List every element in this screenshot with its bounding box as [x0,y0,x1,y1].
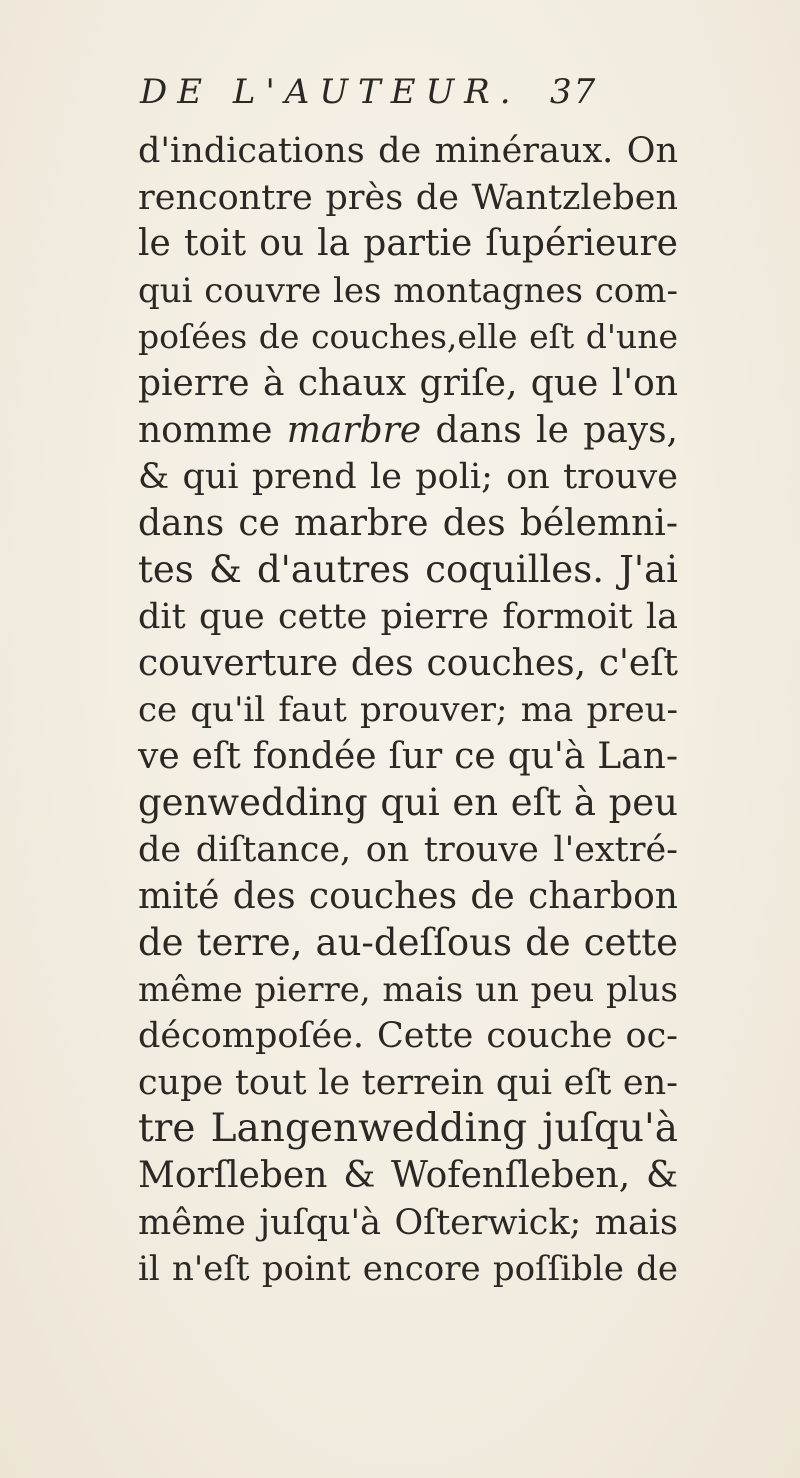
text-line: de terre, au-deſſous de cette [138,921,678,965]
text-line: qui couvre les montagnes com- [138,270,678,311]
text-line: tre Langenwedding juſqu'à [138,1106,678,1152]
text-line: Morſleben & Wofenſleben, & [138,1155,678,1197]
running-head [140,72,660,122]
text-line: rencontre près de Wantzleben [138,177,678,218]
text-line: de diſtance, on trouve l'extré- [138,829,678,870]
text-line: même juſqu'à Oſterwick; mais [138,1202,678,1243]
text-line: pierre à chaux griſe, que l'on [138,362,678,404]
text-line: mité des couches de charbon [138,875,678,917]
text-line: il n'eſt point encore poſſible de [138,1249,678,1290]
text-line: & qui prend le poli; on trouve [138,457,678,498]
italic-word: marbre [286,409,422,451]
body-text [138,128,678,1293]
text-line: genwedding qui en eſt à peu [138,781,678,825]
text-segment: nomme [138,409,273,451]
text-line: ce qu'il faut prouver; ma preu- [138,690,678,731]
text-line: d'indications de minéraux. On [138,131,678,171]
text-line: dans ce marbre des bélemni- [138,502,678,544]
text-line: cupe tout le terrein qui eſt en- [138,1062,678,1103]
text-line: le toit ou la partie ſupérieure [138,223,678,265]
text-line: ve eſt fondée ſur ce qu'à Lan- [138,735,678,777]
text-segment: dans le pays, [435,409,678,451]
text-line: tes & d'autres coquilles. J'ai [138,548,678,592]
text-line-with-italic [138,408,678,455]
text-line: dit que cette pierre formoit la [138,596,678,637]
page-number: 37 [550,72,598,112]
running-head-title: DE L'AUTEUR. [140,72,521,112]
text-line: même pierre, mais un peu plus [138,969,678,1010]
text-line: décompoſée. Cette couche oc- [138,1016,678,1057]
text-line: couverture des couches, c'eſt [138,642,678,684]
text-line: poſées de couches,elle eſt d'une [138,317,678,357]
